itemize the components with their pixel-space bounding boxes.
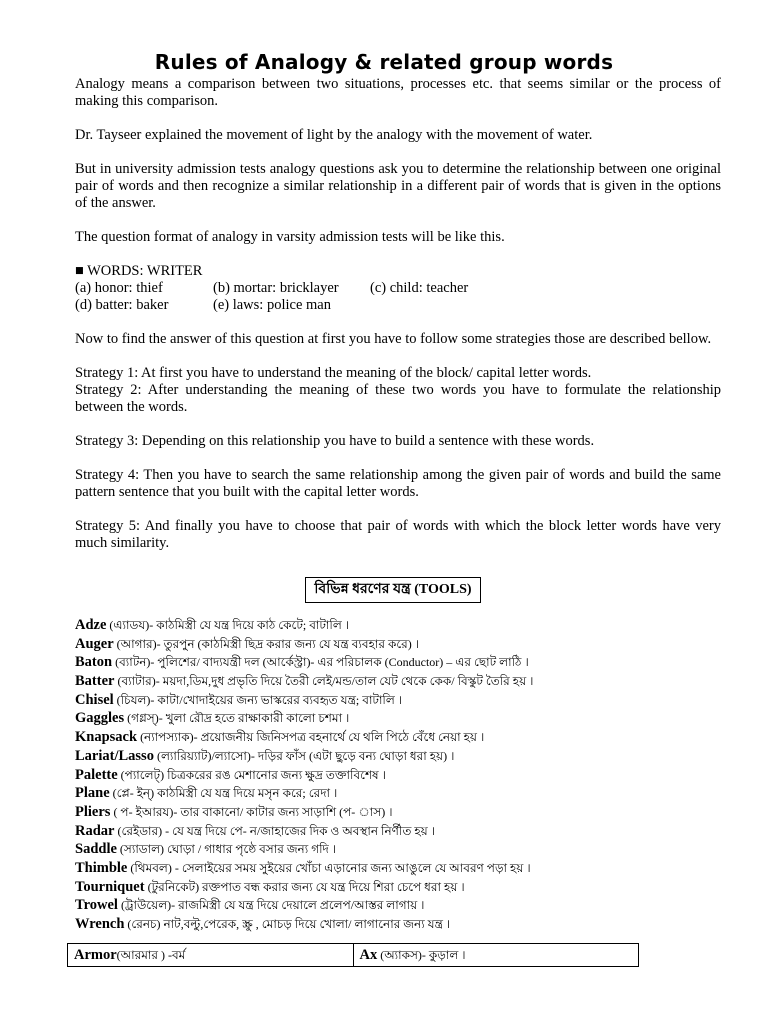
options-row-2 bbox=[75, 297, 721, 314]
tool-entry bbox=[75, 616, 735, 635]
tool-description: (থিমবল) - সেলাইয়ের সময় সুইয়ের খোঁচা এড়ানোর জন্য আঙুলে যে আবরণ পড়া হয় । bbox=[127, 860, 531, 875]
tool-entry bbox=[75, 840, 735, 859]
tool-description: (আরমার ) -বর্ম bbox=[116, 948, 186, 962]
tool-description: (প্যালেট্) চিত্রকরের রঙ মেশানোর জন্য ক্ষুদ্র তক্তাবিশেষ । bbox=[117, 767, 386, 782]
option-c: (c) child: teacher bbox=[370, 280, 469, 296]
tool-term: Radar bbox=[75, 822, 115, 839]
tool-description: ( প- ইআরয)- তার বাকানো/ কাটার জন্য সাড়াশি (প- াস) । bbox=[110, 804, 393, 819]
tools-list bbox=[75, 616, 735, 934]
option-e: (e) laws: police man bbox=[213, 297, 331, 313]
tool-description: (অ্যাকস)- কুড়াল । bbox=[377, 948, 466, 962]
tool-description: (রেনচ) নাট,বল্টু,পেরেক, স্ক্রু , মোচড় দিয়ে খোলা/ লাগানোর জন্য যন্ত্র । bbox=[124, 917, 451, 931]
tool-description: (প্লে- ইন্) কাঠমিস্ত্রী যে যন্ত্র দিয়ে মসৃন করে; রেদা । bbox=[109, 786, 338, 801]
strategy-5: Strategy 5: And finally you have to choose that pair of words with which the block letter words have very much similarity. bbox=[75, 518, 721, 551]
tool-entry bbox=[75, 915, 735, 934]
tool-description: (ন্যাপস্যাক)- প্রয়োজনীয় জিনিসপত্র বহনার্থে যে থলি পিঠে বেঁধে নেয়া হয় । bbox=[137, 730, 485, 745]
tools-heading: বিভিন্ন ধরণের যন্ত্র (TOOLS) bbox=[305, 577, 481, 603]
tool-entry bbox=[75, 859, 735, 878]
tool-entry bbox=[75, 653, 735, 672]
tool-description: (ব্যাটন)- পুলিশের/ বাদ্যযন্ত্রী দল (আর্কেস্ট্রা)- এর পরিচালক (Conductor) – এর ছোট লাঠি । bbox=[112, 655, 529, 670]
tool-term: Batter bbox=[75, 673, 115, 690]
tool-entry bbox=[75, 747, 735, 766]
question-stem: ■ WORDS: WRITER bbox=[75, 263, 203, 279]
tool-term: Chisel bbox=[75, 691, 114, 708]
tool-term: Armor bbox=[74, 947, 117, 963]
options-row-1 bbox=[75, 280, 721, 297]
tool-description: (টুরনিকেট) রক্তপাত বন্ধ করার জন্য যে যন্ত্র দিয়ে শিরা চেপে ধরা হয় । bbox=[144, 879, 465, 894]
tool-description: (আগার)- তুরপুন (কাঠমিস্ত্রী ছিদ্র করার জন্য যে যন্ত্র ব্যবহার করে) । bbox=[113, 636, 420, 651]
strategy-2: Strategy 2: After understanding the meaning of these two words you have to formulate the relationship between the words. bbox=[75, 382, 721, 415]
tool-description: (স্যাডাল) ঘোড়া / গাধার পৃষ্ঠে বসার জন্য গদি । bbox=[116, 842, 337, 857]
tools-table-row bbox=[67, 943, 639, 967]
tool-entry bbox=[75, 896, 735, 915]
tool-entry bbox=[75, 691, 735, 710]
tool-entry bbox=[75, 672, 735, 691]
tool-term: Thimble bbox=[75, 859, 128, 876]
tool-term: Saddle bbox=[75, 841, 117, 858]
tool-term: Gaggles bbox=[75, 710, 125, 727]
tool-entry bbox=[75, 635, 735, 654]
tool-term: Wrench bbox=[75, 916, 125, 932]
tool-term: Pliers bbox=[75, 803, 111, 820]
paragraph-definition: Analogy means a comparison between two situations, processes etc. that seems similar or the process of making this comparison. bbox=[75, 76, 721, 109]
tool-entry bbox=[75, 709, 735, 728]
table-cell-armor bbox=[68, 944, 353, 966]
tool-description: (ট্রাউয়েল)- রাজমিস্ত্রী যে যন্ত্র দিয়ে দেয়ালে প্রলেপ/আস্তর লাগায় । bbox=[117, 898, 425, 913]
page-title: Rules of Analogy & related group words bbox=[154, 50, 614, 74]
option-b: (b) mortar: bricklayer bbox=[213, 280, 339, 296]
tool-description: (ল্যারিয়্যাট)/ল্যাসো)- দড়ির ফাঁস (এটা ছুড়ে বন্য ঘোড়া ধরা হয়) । bbox=[153, 748, 455, 763]
paragraph-strategies-intro: Now to find the answer of this question at first you have to follow some strategies those are described bellow. bbox=[75, 331, 712, 347]
tool-term: Tourniquet bbox=[75, 878, 145, 895]
paragraph-university-tests: But in university admission tests analogy questions ask you to determine the relationship between one original pair of words and then recognize a similar relationship in a different pair of words that is given in the options of the answer. bbox=[75, 161, 721, 211]
table-cell-ax bbox=[353, 944, 639, 966]
strategy-4: Strategy 4: Then you have to search the same relationship among the given pair of words and build the same pattern sentence that you built with the capital letter words. bbox=[75, 467, 721, 500]
tool-entry bbox=[75, 784, 735, 803]
tool-term: Trowel bbox=[75, 897, 118, 914]
strategy-1: Strategy 1: At first you have to understand the meaning of the block/ capital letter words. bbox=[75, 365, 592, 381]
tool-description: (গগ্লস্)- খুলা রৌদ্র হতে রাক্ষাকারী কালো চশমা । bbox=[124, 711, 350, 726]
tool-description: (এ্যাডয)- কাঠমিস্ত্রী যে যন্ত্র দিয়ে কাঠ কেটে; বাটালি । bbox=[106, 618, 350, 632]
tool-description: (চিযল)- কাটা/খোদাইয়ের জন্য ভাস্করের ব্যবহৃত যন্ত্র; বাটালি । bbox=[113, 692, 403, 707]
tool-entry bbox=[75, 878, 735, 897]
tool-term: Auger bbox=[75, 635, 114, 652]
option-a: (a) honor: thief bbox=[75, 280, 163, 296]
tool-term: Ax bbox=[359, 947, 378, 963]
tool-entry bbox=[75, 822, 735, 841]
tool-description: (ব্যাটার)- ময়দা,ডিম,দুধ প্রভৃতি দিয়ে তৈরী লেই/মন্ড/তাল যেট থেকে কেক/ বিস্কুট তৈরি হয় । bbox=[114, 674, 534, 689]
paragraph-question-format: The question format of analogy in varsity admission tests will be like this. bbox=[75, 229, 505, 245]
tool-term: Plane bbox=[75, 785, 110, 802]
tool-term: Adze bbox=[75, 617, 107, 633]
tool-term: Knapsack bbox=[75, 729, 138, 746]
option-d: (d) batter: baker bbox=[75, 297, 169, 313]
tool-entry bbox=[75, 766, 735, 785]
tool-entry bbox=[75, 803, 735, 822]
tool-term: Baton bbox=[75, 654, 113, 671]
tool-term: Palette bbox=[75, 766, 118, 783]
tool-entry bbox=[75, 728, 735, 747]
tool-description: (রেইডার) - যে যন্ত্র দিয়ে পে- ন/জাহাজের দিক ও অবস্থান নির্ণীত হয় । bbox=[114, 823, 435, 838]
tool-term: Lariat/Lasso bbox=[75, 747, 154, 764]
paragraph-example: Dr. Tayseer explained the movement of light by the analogy with the movement of water. bbox=[75, 127, 593, 143]
strategy-3: Strategy 3: Depending on this relationship you have to build a sentence with these words. bbox=[75, 433, 595, 449]
document-body bbox=[75, 76, 721, 569]
